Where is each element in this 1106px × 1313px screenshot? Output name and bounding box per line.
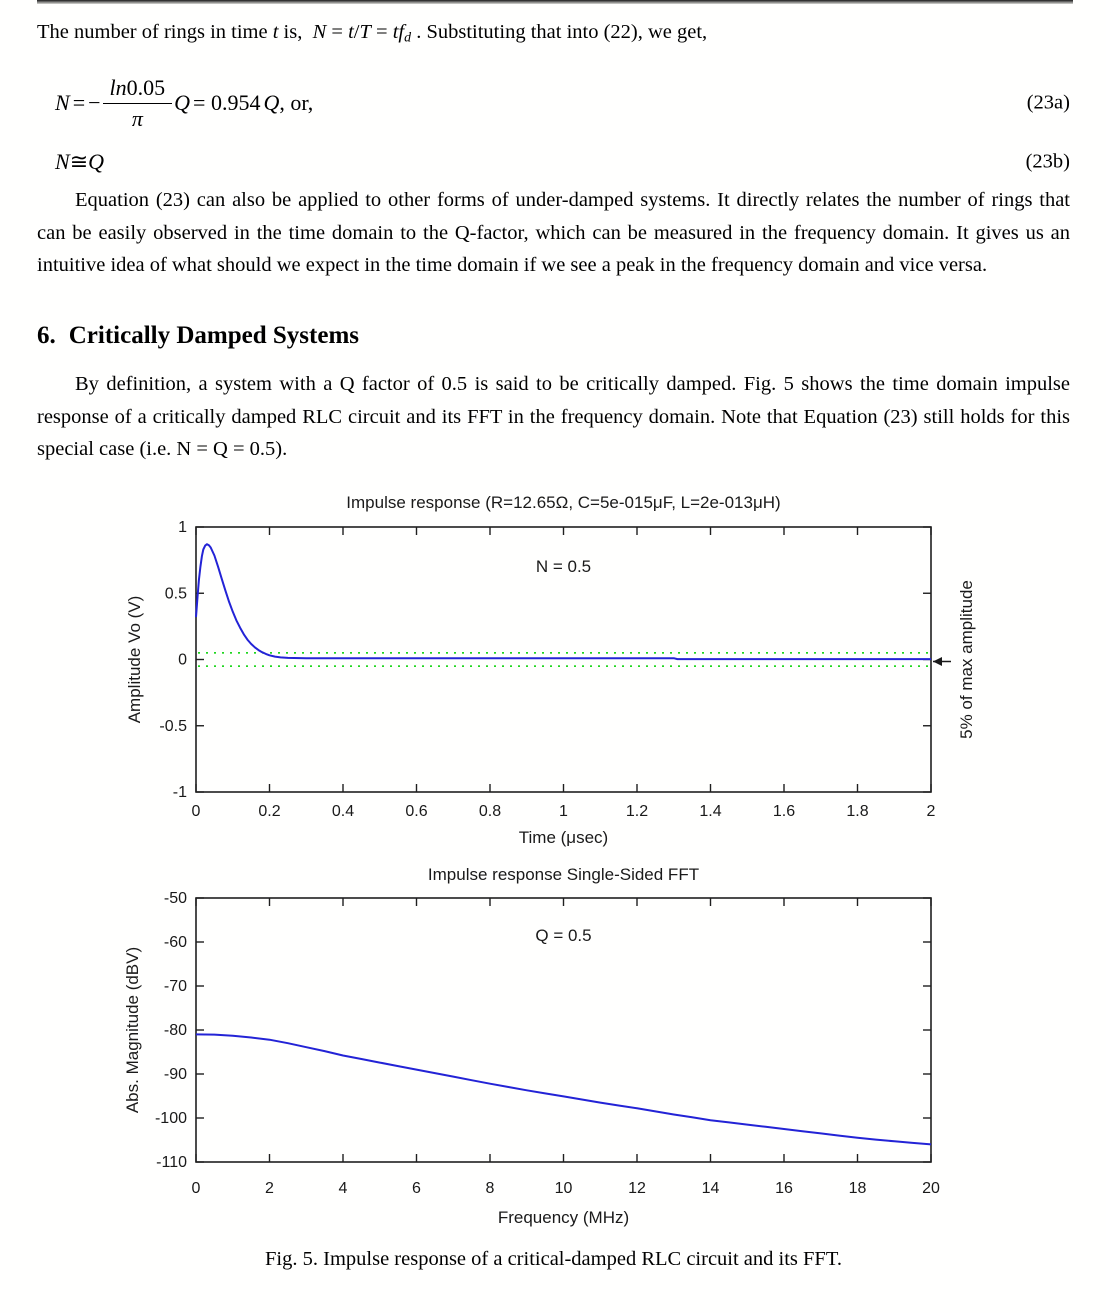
x-tick-label: 14: [701, 1180, 720, 1197]
eq23a-equals: =: [72, 90, 86, 115]
x-tick-label: 0: [191, 803, 201, 820]
eq23a-denominator: π: [131, 105, 143, 131]
text-segment: . Substituting that into (22), we get,: [411, 21, 708, 43]
text-segment: is,: [278, 21, 313, 43]
x-tick-label: 10: [554, 1180, 573, 1197]
intro-paragraph: [37, 16, 1070, 55]
body-paragraph-2: By definition, a system with a Q factor of 0.5 is said to be critically damped. Fig. 5 shows the time domain impulse response of a critically damped RLC circuit and its FFT in the frequency domain. Note that Equation (23) still holds for this special case (i.e. N = Q = 0.5).: [37, 373, 1070, 460]
right-annotation-label: 5% of max amplitude: [957, 580, 976, 739]
figure-caption: Fig. 5. Impulse response of a critical-damped RLC circuit and its FFT.: [265, 1248, 842, 1270]
text-segment: /: [353, 21, 360, 43]
eq23a-minus: −: [88, 90, 101, 115]
x-tick-label: 2: [926, 803, 936, 820]
section-heading: [37, 322, 1070, 350]
annotation-text: N = 0.5: [535, 557, 592, 577]
eq23b-number: (23b): [1025, 150, 1070, 173]
text-segment: 0.05: [126, 75, 166, 101]
y-tick-label: -90: [163, 1066, 187, 1083]
y-tick-label: 0: [178, 651, 187, 669]
eq23a-tail: , or,: [279, 90, 314, 115]
y-tick-label: -50: [163, 890, 187, 907]
x-tick-label: 0.4: [331, 803, 355, 820]
x-tick-label: 0: [191, 1180, 201, 1197]
y-tick-label: -110: [156, 1154, 187, 1171]
y-tick-label: -60: [163, 934, 187, 951]
x-tick-label: 2: [265, 1180, 274, 1197]
chart-title: Impulse response (R=12.65Ω, C=5e-015μF, L=2e-013μH): [346, 493, 781, 512]
text-segment: N: [55, 149, 70, 174]
text-segment: The number of rings in time: [37, 21, 273, 43]
equation-23a: [37, 62, 1070, 144]
text-segment: ≅: [69, 149, 89, 174]
text-segment: t: [348, 21, 354, 43]
text-segment: ln: [109, 75, 127, 101]
x-axis-label: Frequency (MHz): [497, 1208, 630, 1227]
y-axis-label: Abs. Magnitude (dBV): [123, 946, 142, 1114]
x-tick-label: 4: [338, 1180, 348, 1197]
y-tick-label: -100: [154, 1110, 187, 1127]
fft-plot: [0, 858, 1106, 1238]
text-segment: t: [272, 21, 279, 43]
eq23a-fraction: [103, 76, 173, 129]
eq23a-q1: Q: [174, 90, 191, 115]
text-segment: T: [359, 21, 371, 43]
y-tick-label: -1: [172, 784, 187, 801]
chart-title: Impulse response Single-Sided FFT: [427, 865, 700, 884]
text-segment: tf: [392, 21, 405, 43]
x-tick-label: 16: [775, 1180, 793, 1197]
section-title: Critically Damped Systems: [68, 322, 359, 349]
body-paragraph-1: Equation (23) can also be applied to other forms of under-damped systems. It directly relates the number of rings that can be easily observed in the time domain to the Q-factor, which can be measured in the frequency domain. It gives us an intuitive idea of what should we expect in the time domain if we see a peak in the frequency domain and vice versa.: [37, 189, 1070, 276]
y-tick-label: 1: [178, 519, 187, 536]
x-tick-label: 1: [559, 803, 568, 820]
text-segment: =: [370, 21, 393, 43]
text-segment: N: [312, 21, 327, 43]
y-tick-label: -80: [163, 1022, 187, 1039]
arrow-head: [933, 657, 942, 666]
x-tick-label: 0.2: [258, 803, 281, 820]
x-tick-label: 1.6: [772, 803, 796, 820]
text-segment: Q: [88, 149, 105, 174]
cropped-figure-edge: [37, 0, 1073, 4]
eq23a-q2: Q: [263, 90, 280, 115]
x-tick-label: 6: [412, 1180, 421, 1197]
section-number: 6.: [37, 322, 56, 349]
x-tick-label: 1.4: [699, 803, 722, 820]
eq23a-number: (23a): [1026, 91, 1070, 114]
x-tick-label: 18: [848, 1180, 867, 1197]
eq23a-lhs: N: [55, 90, 70, 115]
x-tick-label: 1.2: [625, 803, 649, 820]
x-tick-label: 8: [485, 1180, 495, 1197]
annotation-text: Q = 0.5: [535, 926, 592, 946]
x-tick-label: 0.8: [478, 803, 502, 820]
y-tick-label: -70: [163, 978, 187, 995]
time-domain-plot: [0, 487, 1106, 852]
eq23b-body: [37, 144, 1070, 180]
eq23a-numerator: [103, 76, 173, 103]
x-tick-label: 0.6: [405, 803, 428, 820]
x-tick-label: 1.8: [846, 803, 869, 820]
x-axis-label: Time (μsec): [518, 828, 609, 847]
text-segment: =: [326, 21, 349, 43]
y-tick-label: 0.5: [164, 585, 187, 603]
data-curve: [196, 1034, 931, 1144]
x-tick-label: 12: [628, 1180, 646, 1197]
y-axis-label: Amplitude Vo (V): [125, 595, 144, 724]
eq23a-mid: = 0.954: [193, 90, 261, 115]
text-segment: d: [404, 30, 412, 46]
y-tick-label: -0.5: [159, 717, 187, 735]
equation-23b: [37, 144, 1070, 180]
x-tick-label: 20: [922, 1180, 940, 1197]
